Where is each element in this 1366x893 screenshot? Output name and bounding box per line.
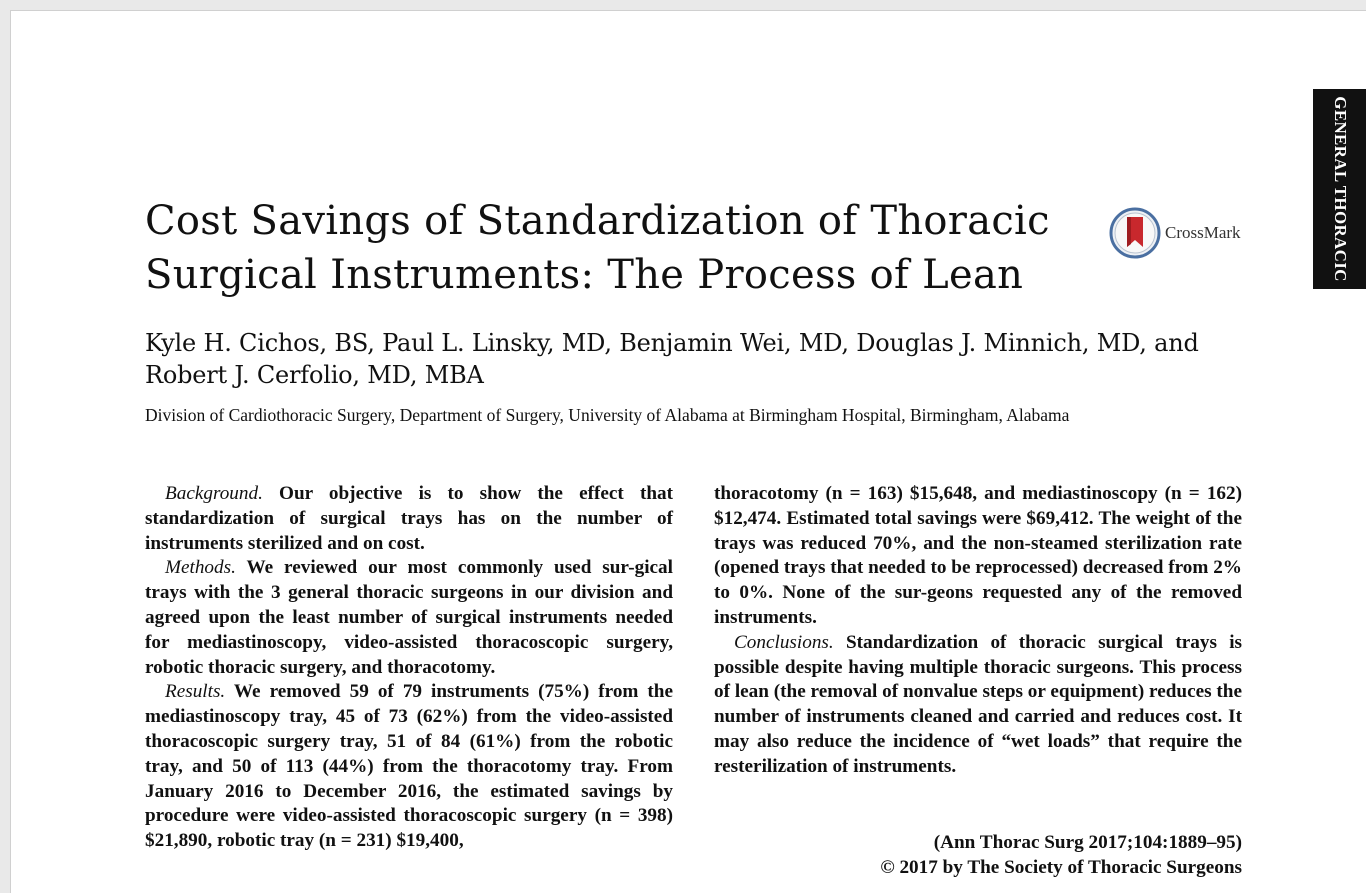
conclusions-text: Standardization of thoracic surgical trays is possible despite having multiple thoracic surgeons. This process of lean (the removal of nonvalue steps or equipment) reduces the number of instruments cleaned and carried and reduces cost. It may also reduce the incidence of “wet loads” that require the resterilization of instruments. <box>714 631 1243 777</box>
author-affiliation: Division of Cardiothoracic Surgery, Department of Surgery, University of Alabama at Birmingham Hospital, Birmingham, Alabama <box>145 405 1070 425</box>
results-text-left: We removed 59 of 79 instruments (75%) from the mediastinoscopy tray, 45 of 73 (62%) from the video-assisted thoracoscopic surgery tray, 51 of 84 (61%) from the robotic tray, and 50 of 113 (44%) from the thoracotomy tray. From January 2016 to December 2016, the estimated savings by procedure were video-assisted thoracoscopic surgery (n = 398) $21,890, robotic tray (n = 231) $19,400, <box>145 681 673 852</box>
crossmark-badge[interactable] <box>1109 207 1241 259</box>
abstract-conclusions <box>714 631 1242 780</box>
journal-reference: (Ann Thorac Surg 2017;104:1889–95) <box>933 832 1242 853</box>
abstract-column-left <box>145 482 673 854</box>
results-text-right: thoracotomy (n = 163) $15,648, and mediastinoscopy (n = 162) $12,474. Estimated total savings were $69,412. The weight of the trays was reduced 70%, and the non-steamed sterilization rate (opened trays that needed to be reprocessed) decreased from 2% to 0%. None of the sur-geons requested any of the removed instruments. <box>714 483 1242 628</box>
article-page <box>10 10 1366 893</box>
abstract-results-continued <box>714 482 1242 631</box>
results-label: Results. <box>165 681 226 703</box>
abstract-methods <box>145 556 673 680</box>
copyright-line: © 2017 by The Society of Thoracic Surgeons <box>880 856 1242 878</box>
background-text: Our objective is to show the effect that standardization of surgical trays has on the number of instruments sterilized and on cost. <box>145 483 673 554</box>
section-side-tab <box>1313 89 1366 289</box>
crossmark-icon <box>1109 207 1161 259</box>
methods-text: We reviewed our most commonly used sur-gical trays with the 3 general thoracic surgeons in our division and agreed upon the least number of surgical instruments needed for mediastinoscopy, video-assisted thoracoscopic surgery, robotic thoracic surgery, and thoracotomy. <box>145 557 673 678</box>
crossmark-label: CrossMark <box>1165 223 1241 242</box>
author-list: Kyle H. Cichos, BS, Paul L. Linsky, MD, Benjamin Wei, MD, Douglas J. Minnich, MD, and Robert J. Cerfolio, MD, MBA <box>145 329 1199 389</box>
article-title: Cost Savings of Standardization of Thoracic Surgical Instruments: The Process of Lean <box>145 198 1050 298</box>
citation-block <box>714 831 1242 881</box>
abstract-results <box>145 680 673 854</box>
conclusions-label: Conclusions. <box>734 631 834 653</box>
methods-label: Methods. <box>165 557 236 579</box>
abstract-background <box>145 482 673 556</box>
background-label: Background. <box>165 483 263 504</box>
abstract-column-right <box>714 482 1242 780</box>
section-side-tab-label: GENERAL THORACIC <box>1331 96 1350 282</box>
